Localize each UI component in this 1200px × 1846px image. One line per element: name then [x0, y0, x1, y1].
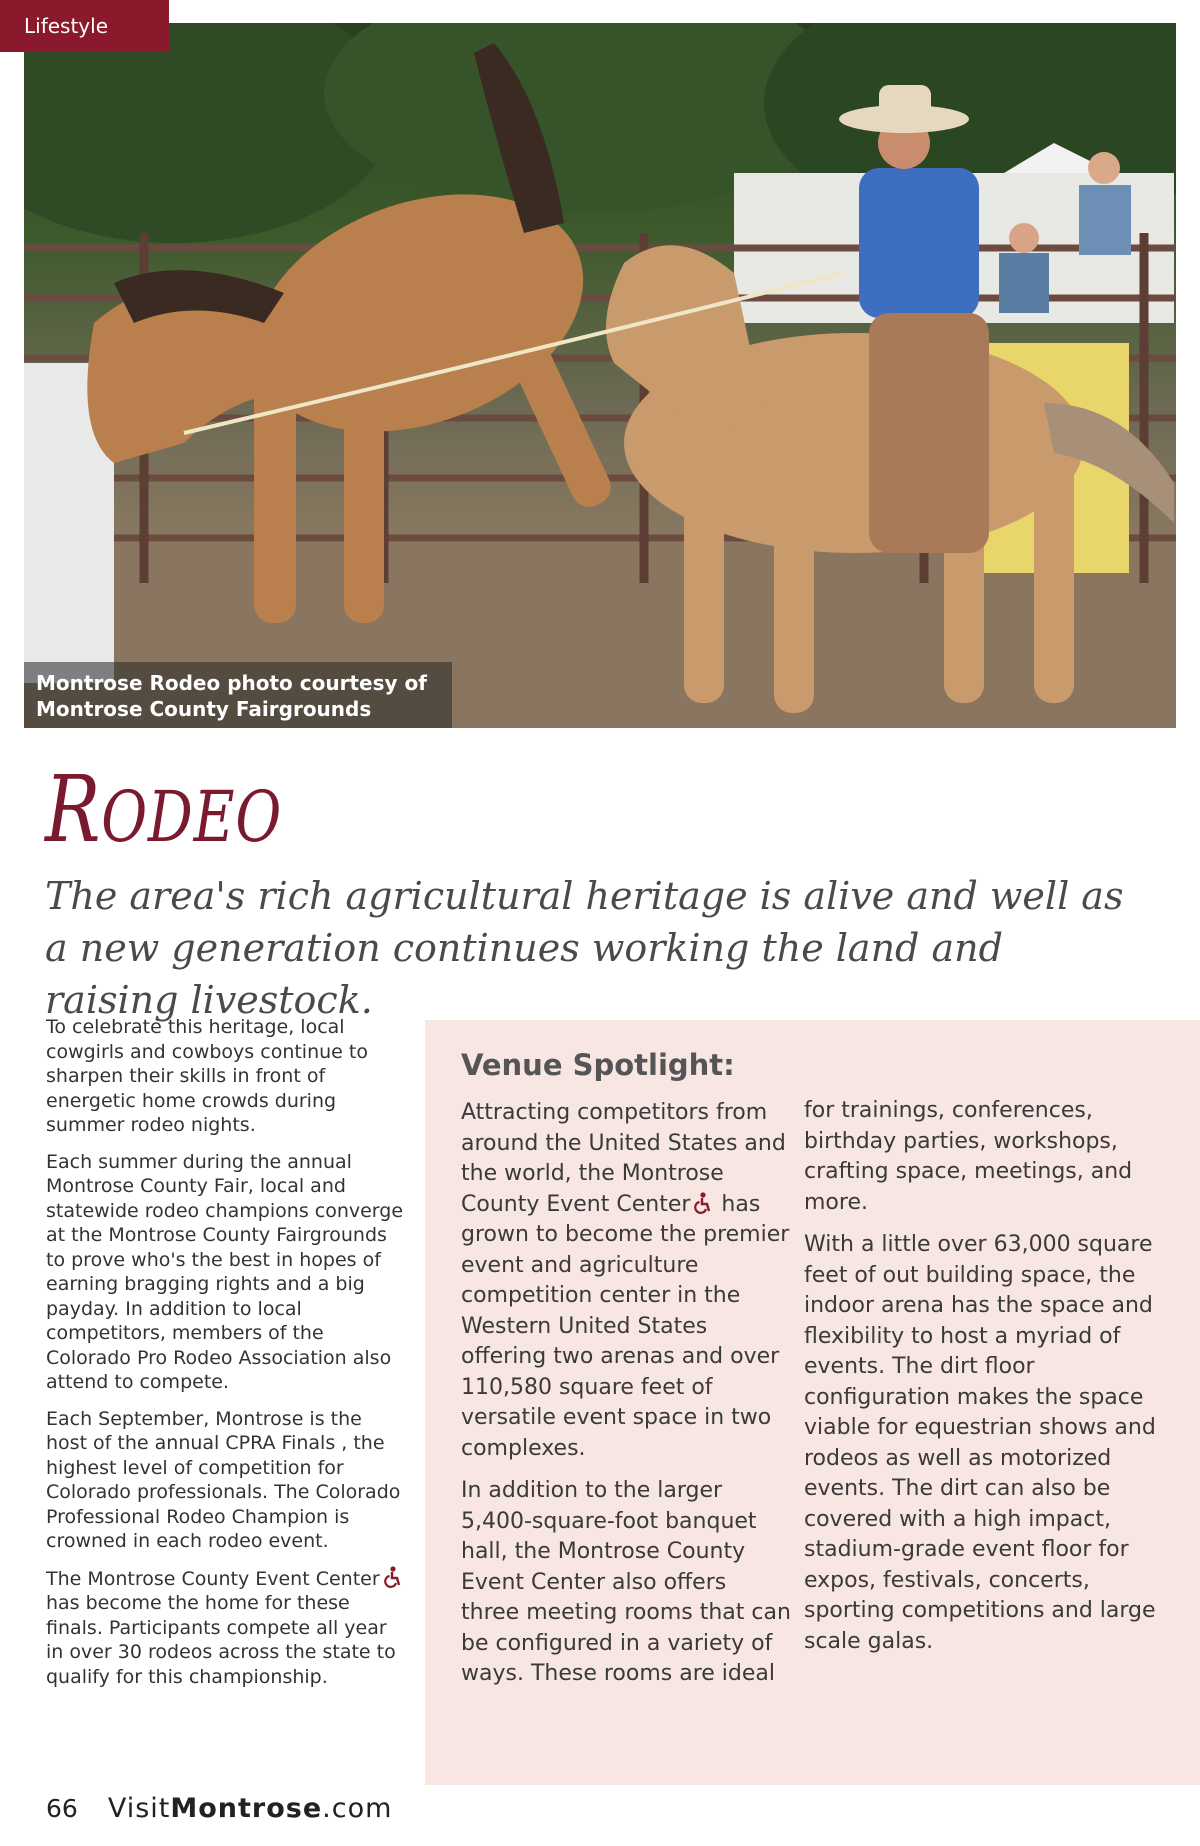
title-initial: R	[45, 756, 102, 863]
paragraph-text: has become the home for these finals. Participants compete all year in over 30 rodeos across the state to qualify for this championship.	[46, 1592, 396, 1688]
spotlight-heading: Venue Spotlight:	[461, 1048, 735, 1082]
spotlight-paragraph: With a little over 63,000 square feet of out building space, the indoor arena has the space and flexibility to host a myriad of events. The dirt floor configuration makes the space viable for equestrian shows and rodeos as well as motorized events. The dirt can also be covered with a high impact, stadium-grade event floor for expos, festivals, concerts, sporting competitions and large scale galas.	[804, 1232, 1156, 1654]
spotlight-paragraph	[461, 1098, 791, 1464]
rodeo-photo	[24, 23, 1176, 728]
page-title	[45, 756, 283, 867]
title-rest: ODEO	[101, 776, 283, 858]
spotlight-paragraph: for trainings, conferences, birthday parties, workshops, crafting space, meetings, and more.	[804, 1098, 1133, 1215]
venue-spotlight-box	[425, 1020, 1200, 1785]
article-paragraph: Each September, Montrose is the host of the annual CPRA Finals , the highest level of competition for Colorado professionals. The Colorado Professional Rodeo Champion is crowned in each rodeo event.	[46, 1407, 401, 1552]
page-number: 66	[46, 1794, 78, 1823]
caption-line: Montrose County Fairgrounds	[36, 697, 372, 721]
section-tab: Lifestyle	[0, 0, 169, 52]
rodeo-illustration	[24, 23, 1176, 728]
article-paragraph: To celebrate this heritage, local cowgirls and cowboys continue to sharpen their skills in front of energetic home crowds during summer rodeo nights.	[46, 1016, 368, 1136]
spotlight-column	[461, 1098, 791, 1702]
paragraph-text: Attracting competitors from around the United States and the world, the Montrose County Event Center	[461, 1100, 786, 1217]
site-brand: Montrose	[170, 1793, 323, 1824]
spotlight-paragraph: In addition to the larger 5,400-square-foot banquet hall, the Montrose County Event Center also offers three meeting rooms that can be configured in a variety of ways. These rooms are ideal	[461, 1478, 791, 1686]
page-footer	[46, 1793, 392, 1824]
site-suffix: .com	[322, 1793, 393, 1824]
caption-line: Montrose Rodeo photo courtesy of	[36, 671, 427, 695]
accessible-icon	[692, 1192, 712, 1214]
page-subtitle: The area's rich agricultural heritage is alive and well as a new generation continues working the land and raising livestock.	[45, 874, 1124, 1022]
article-paragraph	[46, 1566, 406, 1690]
paragraph-text: The Montrose County Event Center	[46, 1567, 380, 1590]
paragraph-text: has grown to become the premier event and agriculture competition center in the Western United States offering two arenas and over 110,580 square feet of versatile event space in two complexes.	[461, 1191, 790, 1461]
website-link[interactable]	[108, 1793, 393, 1824]
accessible-icon	[382, 1566, 402, 1588]
article-paragraph: Each summer during the annual Montrose County Fair, local and statewide rodeo champions converge at the Montrose County Fairgrounds to prove who's the best in hopes of earning bragging rights and a big payday. In addition to local competitors, members of the Colorado Pro Rodeo Association also attend to compete.	[46, 1150, 404, 1393]
spotlight-column	[804, 1096, 1174, 1669]
article-column	[46, 1015, 406, 1701]
photo-caption	[24, 662, 452, 728]
site-prefix: Visit	[107, 1793, 171, 1824]
